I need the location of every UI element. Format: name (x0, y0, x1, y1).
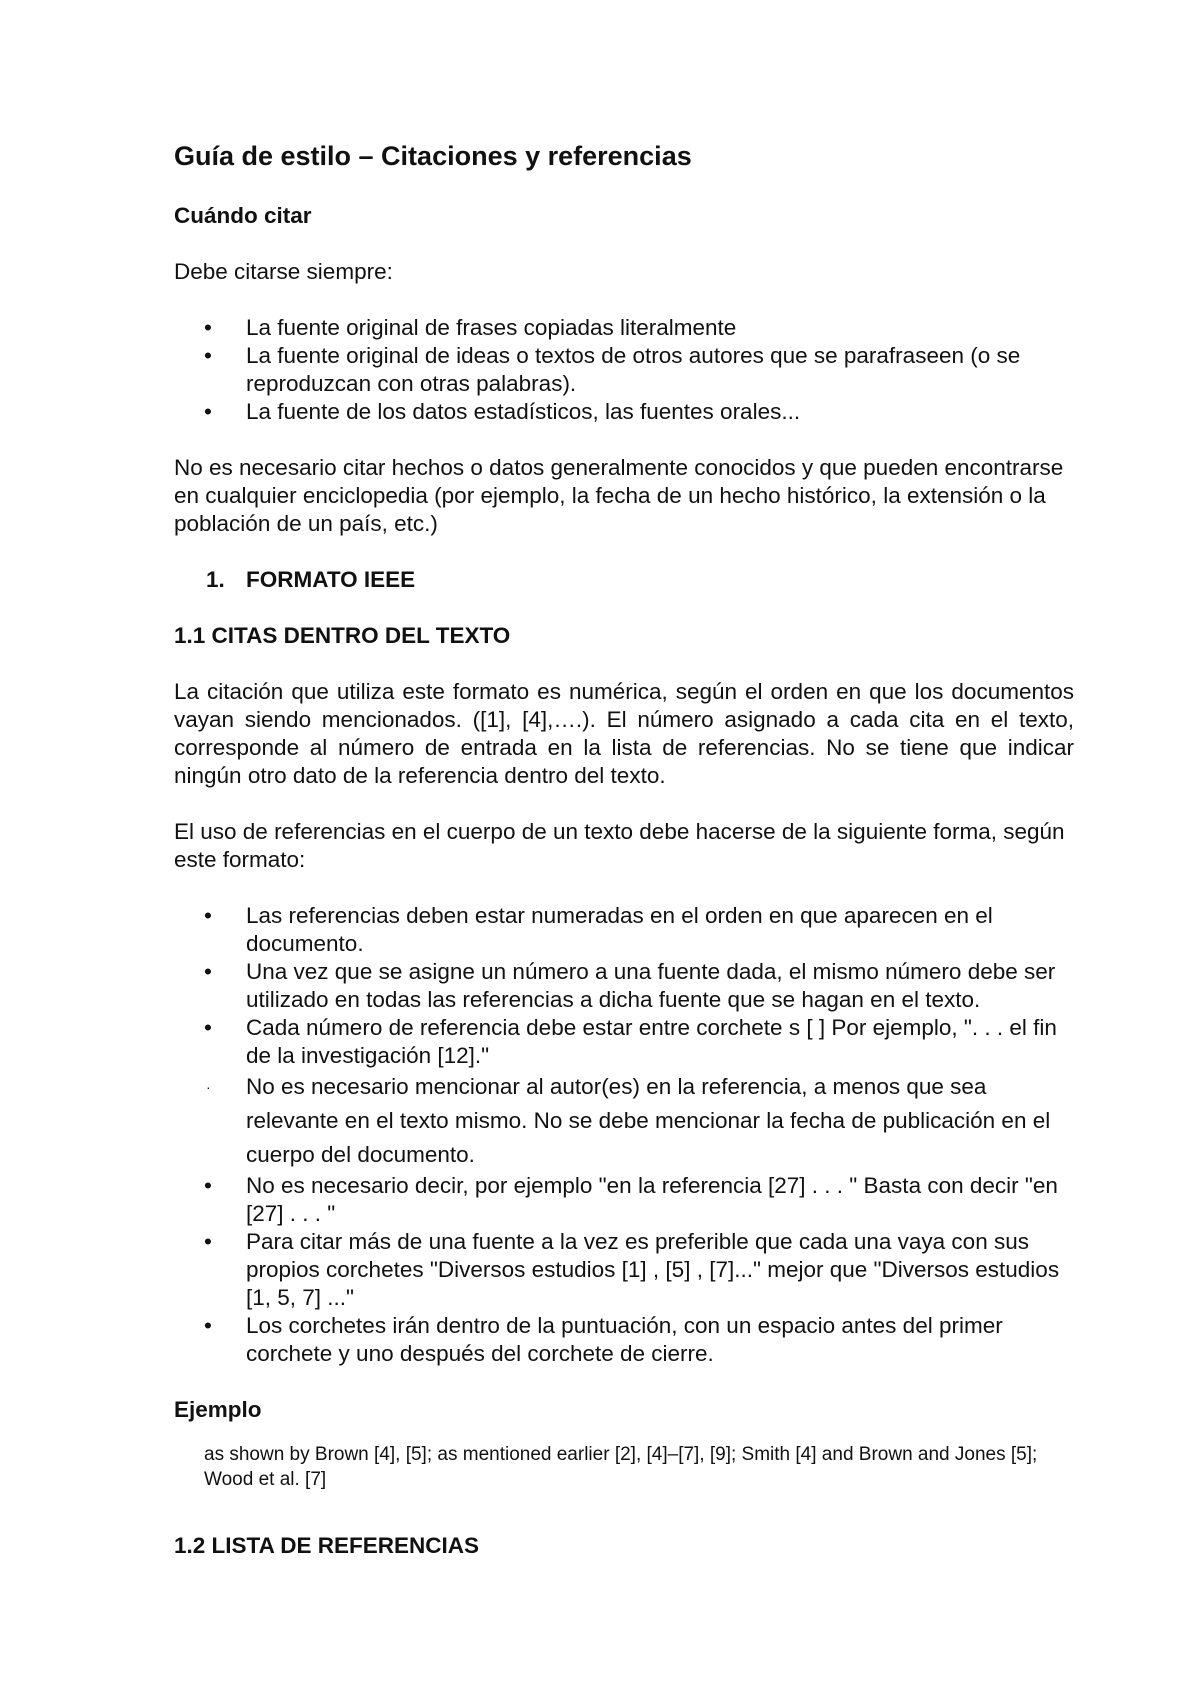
ieee-format-heading (174, 566, 1074, 594)
bullet-icon: • (204, 1313, 212, 1338)
list-item-text: Para citar más de una fuente a la vez es preferible que cada una vaya con sus propios corchetes "Diversos estudios [1] , [5] , [7]..." mejor que "Diversos estudios [1, 5, 7] ..." (246, 1229, 1060, 1310)
citation-rules-list (174, 902, 1074, 1368)
heading-number: 1. (206, 567, 225, 592)
usage-paragraph: El uso de referencias en el cuerpo de un texto debe hacerse de la siguiente forma, según este formato: (174, 819, 1065, 872)
bullet-icon: • (204, 1015, 212, 1040)
reference-list-heading: 1.2 LISTA DE REFERENCIAS (174, 1533, 480, 1558)
bullet-icon: • (204, 399, 212, 424)
list-item (174, 1172, 1074, 1228)
list-item (174, 314, 1074, 342)
heading-text: FORMATO IEEE (246, 567, 416, 592)
list-item-text: La fuente original de frases copiadas literalmente (246, 315, 737, 340)
list-item (174, 398, 1074, 426)
bullet-icon: • (204, 903, 212, 928)
list-item-text: Las referencias deben estar numeradas en el orden en que aparecen en el documento. (246, 903, 993, 956)
list-item (174, 1228, 1074, 1312)
list-item-text: No es necesario mencionar al autor(es) en la referencia, a menos que sea relevante en el texto mismo. No se debe mencionar la fecha de publicación en el cuerpo del documento. (246, 1074, 1051, 1167)
bullet-icon: • (204, 315, 212, 340)
list-item (174, 1312, 1074, 1368)
example-text: as shown by Brown [4], [5]; as mentioned earlier [2], [4]–[7], [9]; Smith [4] and Brown and Jones [5]; Wood et al. [7] (204, 1444, 1038, 1490)
example-heading: Ejemplo (174, 1397, 262, 1422)
list-item (174, 958, 1074, 1014)
bullet-icon: • (204, 959, 212, 984)
list-item (174, 1014, 1074, 1070)
when-to-cite-heading: Cuándo citar (174, 203, 312, 228)
bullet-icon: • (204, 1229, 212, 1254)
document-page (174, 138, 1074, 1588)
bullet-icon: • (204, 1173, 212, 1198)
document-title: Guía de estilo – Citaciones y referencias (174, 141, 692, 171)
small-bullet-icon: · (206, 1079, 211, 1095)
list-item-text: Los corchetes irán dentro de la puntuación, con un espacio antes del primer corchete y uno después del corchete de cierre. (246, 1313, 1003, 1366)
list-item-text: No es necesario decir, por ejemplo "en la referencia [27] . . . " Basta con decir "en [27] . . . " (246, 1173, 1058, 1226)
bullet-icon: • (204, 343, 212, 368)
list-item-text: Cada número de referencia debe estar entre corchete s [ ] Por ejemplo, ". . . el fin de la investigación [12]." (246, 1015, 1057, 1068)
in-text-citations-heading: 1.1 CITAS DENTRO DEL TEXTO (174, 623, 511, 648)
list-item (174, 902, 1074, 958)
when-to-cite-list (174, 314, 1074, 426)
list-item-text: La fuente original de ideas o textos de otros autores que se parafraseen (o se reproduzcan con otras palabras). (246, 343, 1021, 396)
citation-paragraph: La citación que utiliza este formato es numérica, según el orden en que los documentos vayan siendo mencionados. ([1], [4],….). El número asignado a cada cita en el texto, corresponde al número de entrada en la lista de referencias. No se tiene que indicar ningún otro dato de la referencia dentro del texto. (174, 679, 1074, 788)
when-to-cite-note: No es necesario citar hechos o datos generalmente conocidos y que pueden encontrarse en cualquier enciclopedia (por ejemplo, la fecha de un hecho histórico, la extensión o la población de un país, etc.) (174, 455, 1064, 536)
list-item (174, 342, 1074, 398)
when-to-cite-intro: Debe citarse siempre: (174, 259, 393, 284)
list-item-text: La fuente de los datos estadísticos, las fuentes orales... (246, 399, 801, 424)
list-item (174, 1070, 1074, 1172)
list-item-text: Una vez que se asigne un número a una fuente dada, el mismo número debe ser utilizado en todas las referencias a dicha fuente que se hagan en el texto. (246, 959, 1056, 1012)
